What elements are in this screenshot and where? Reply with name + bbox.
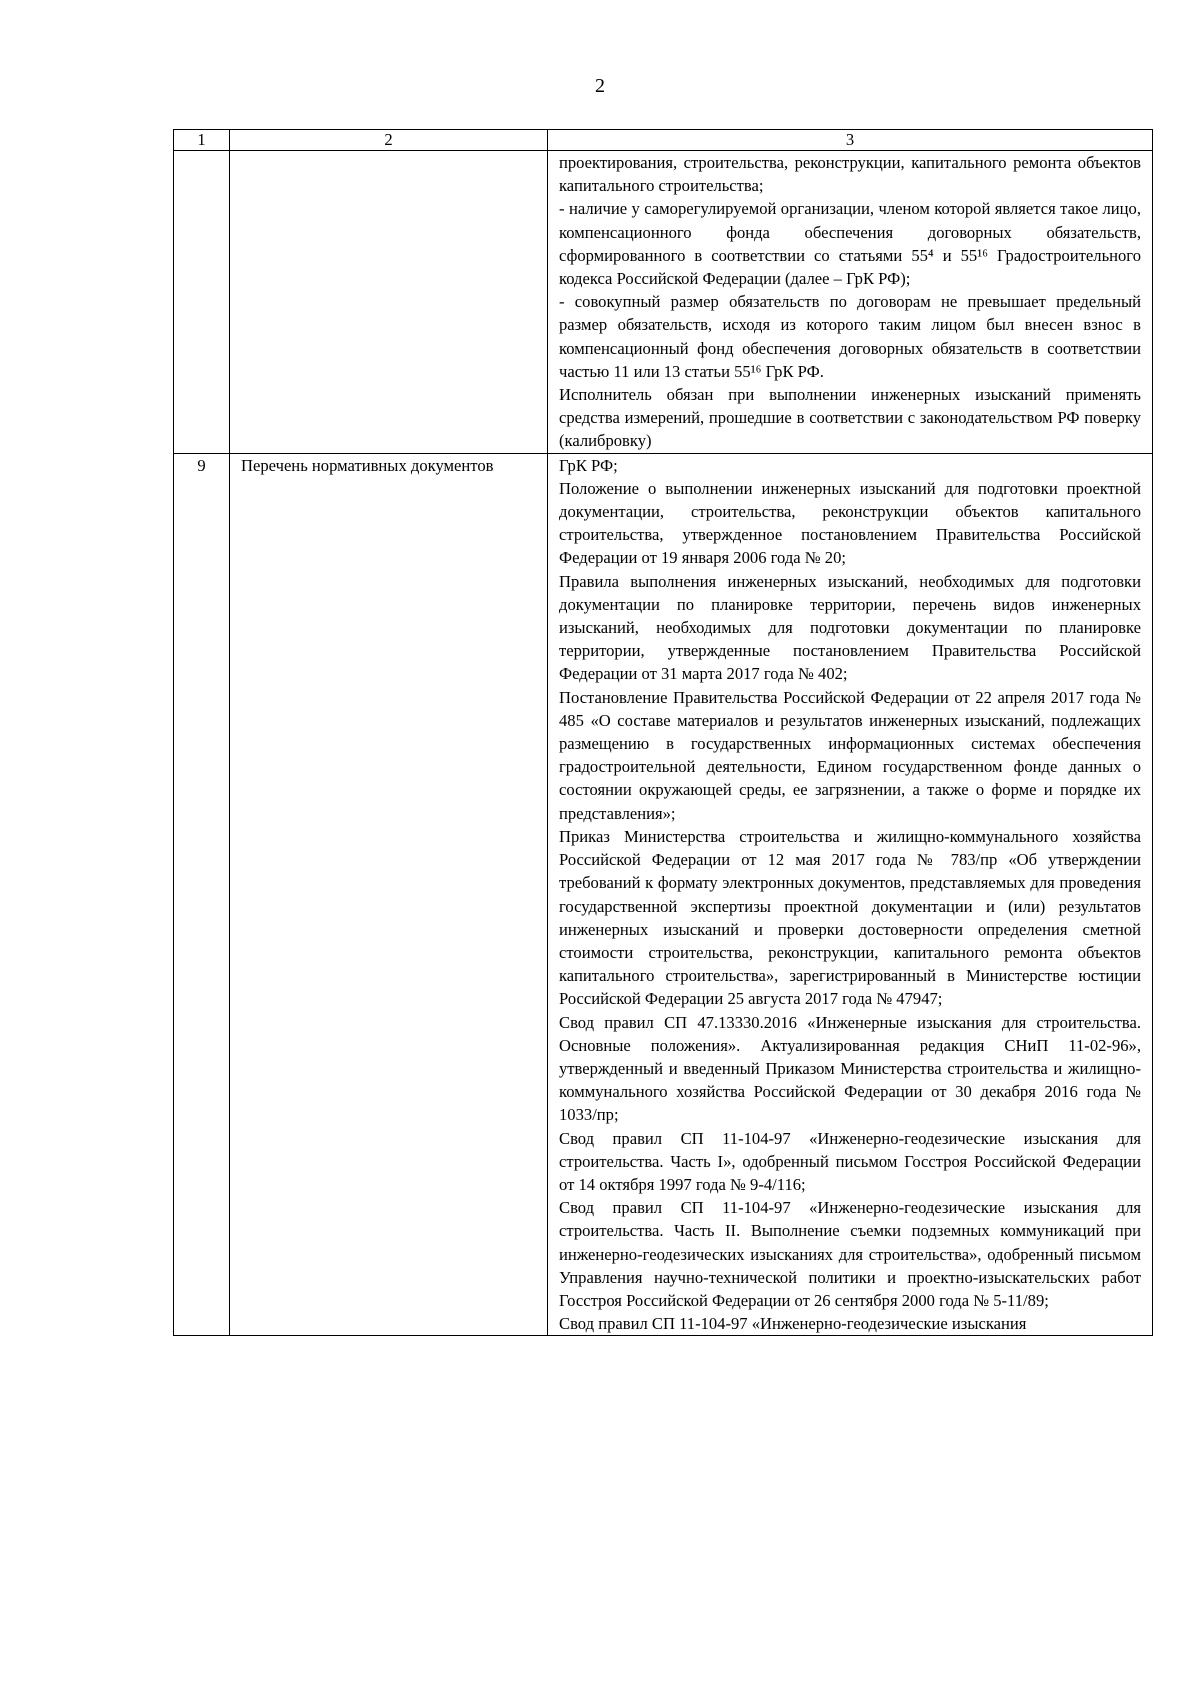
continuation-paragraph: - совокупный размер обязательств по договорам не превышает предельный размер обязательств, исходя из которого таким лицом был внесен взнос в компенсационный фонд обеспечения договорных обязательств в соответствии частью 11 или 13 статьи 55¹⁶ ГрК РФ.	[559, 292, 1141, 381]
continuation-paragraph: - наличие у саморегулируемой организации, членом которой является такое лицо, компенсационного фонда обеспечения договорных обязательств, сформированного в соответствии со статьями 55⁴ и 55¹⁶ Градостроительного кодекса Российской Федерации (далее – ГрК РФ);	[559, 199, 1141, 289]
row-name-cell: Перечень нормативных документов	[230, 453, 548, 1336]
normative-document-item: Положение о выполнении инженерных изысканий для подготовки проектной документации, строительства, реконструкции объектов капитального строительства, утвержденное постановлением Правительства Российской Федерации от 19 января 2006 года № 20;	[559, 478, 1141, 568]
header-cell-1: 1	[174, 130, 230, 151]
page-number: 2	[595, 75, 605, 97]
table-row-continuation	[174, 151, 1153, 454]
normative-document-item: Постановление Правительства Российской Федерации от 22 апреля 2017 года № 485 «О составе материалов и результатов инженерных изысканий, подлежащих размещению в государственных информационных системах обеспечения градостроительной деятельности, Едином государственном фонде данных о состоянии окружающей среды, ее загрязнении, а также о форме и порядке их представления»;	[559, 687, 1141, 823]
row-number-cell: 9	[174, 453, 230, 1336]
continuation-content-cell	[548, 151, 1153, 454]
header-cell-3: 3	[548, 130, 1153, 151]
header-cell-2: 2	[230, 130, 548, 151]
row-9-content-cell	[548, 453, 1153, 1336]
normative-document-item: Приказ Министерства строительства и жилищно-коммунального хозяйства Российской Федерации от 12 мая 2017 года № 783/пр «Об утверждении требований к формату электронных документов, представляемых для проведения государственной экспертизы проектной документации и (или) результатов инженерных изысканий и проверки достоверности определения сметной стоимости строительства, реконструкции, капитального ремонта объектов капитального строительства», зарегистрированный в Министерстве юстиции Российской Федерации 25 августа 2017 года № 47947;	[559, 826, 1141, 1009]
normative-document-item: Свод правил СП 11-104-97 «Инженерно-геодезические изыскания для строительства. Часть II. Выполнение съемки подземных коммуникаций при инженерно-геодезических изысканиях для строительства», одобренный письмом Управления научно-технической политики и проектно-изыскательских работ Госстроя Российской Федерации от 26 сентября 2000 года № 5-11/89;	[559, 1198, 1141, 1310]
normative-document-item: Свод правил СП 47.13330.2016 «Инженерные изыскания для строительства. Основные положения». Актуализированная редакция СНиП 11-02-96», утвержденный и введенный Приказом Министерства строительства и жилищно-коммунального хозяйства Российской Федерации от 30 декабря 2016 года № 1033/пр;	[559, 1012, 1141, 1125]
table-row-9	[174, 453, 1153, 1336]
normative-document-item: ГрК РФ;	[559, 455, 618, 475]
continuation-paragraph: Исполнитель обязан при выполнении инженерных изысканий применять средства измерений, прошедшие в соответствии с законодательством РФ поверку (калибровку)	[559, 385, 1141, 451]
normative-document-item: Правила выполнения инженерных изысканий, необходимых для подготовки документации по планировке территории, перечень видов инженерных изысканий, необходимых для подготовки документации по планировке территории, утвержденные постановлением Правительства Российской Федерации от 31 марта 2017 года № 402;	[559, 571, 1141, 684]
requirements-table	[173, 129, 1153, 1336]
normative-document-item: Свод правил СП 11-104-97 «Инженерно-геодезические изыскания для строительства. Часть I», одобренный письмом Госстроя Российской Федерации от 14 октября 1997 года № 9-4/116;	[559, 1128, 1141, 1194]
normative-document-item: Свод правил СП 11-104-97 «Инженерно-геодезические изыскания	[559, 1314, 1027, 1334]
table-header-row	[174, 130, 1153, 151]
row-name-cell	[230, 151, 548, 454]
continuation-paragraph: проектирования, строительства, реконструкции, капитального ремонта объектов капитального строительства;	[559, 153, 1141, 196]
row-number-cell	[174, 151, 230, 454]
